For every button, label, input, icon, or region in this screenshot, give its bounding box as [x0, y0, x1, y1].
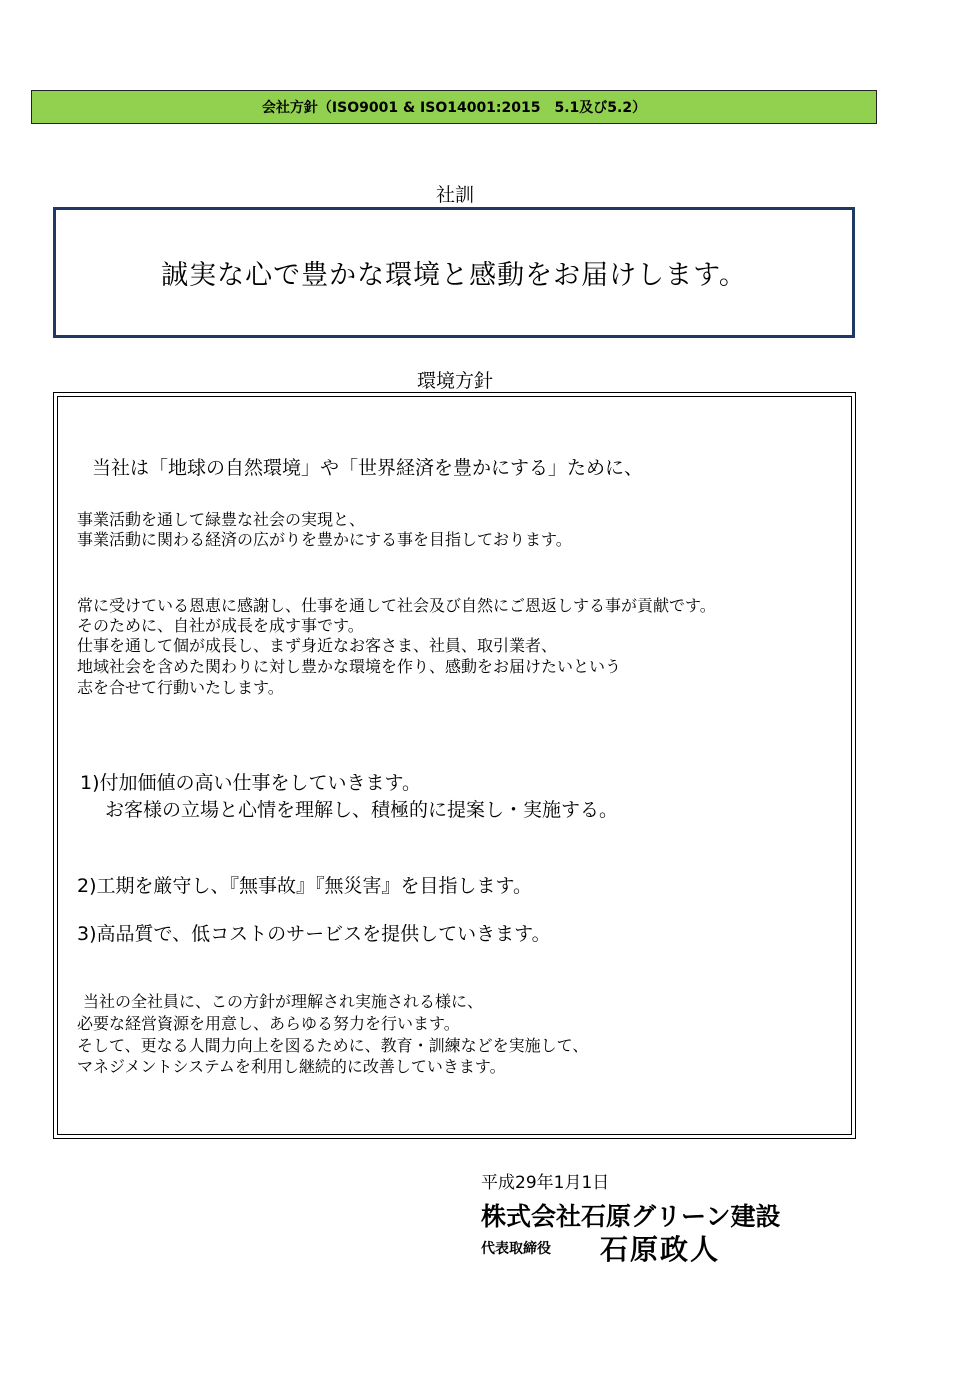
policy-goal-3: 3)高品質で、低コストのサービスを提供していきます。 — [77, 923, 551, 945]
policy-goal-1: 1)付加価値の高い仕事をしていきます。 — [80, 772, 421, 794]
representative-name: 石原政人 — [600, 1233, 721, 1266]
policy-goal-2: 2)工期を厳守し、『無事故』『無災害』を目指します。 — [77, 875, 532, 897]
motto-label: 社訓 — [435, 184, 474, 206]
motto-box — [53, 207, 855, 338]
policy-closing-line: マネジメントシステムを利用し継続的に改善していきます。 — [77, 1057, 506, 1076]
policy-commitment-line: 仕事を通して個が成長し、まず身近なお客さま、社員、取引業者、 — [77, 636, 558, 655]
policy-commitment-line: 常に受けている恩恵に感謝し、仕事を通して社会及び自然にご恩返しする事が貢献です。 — [77, 596, 716, 615]
document-header-title: 会社方針（ISO9001 & ISO14001:2015 5.1及び5.2） — [261, 100, 647, 116]
policy-closing-line: そして、更なる人間力向上を図るために、教育・訓練などを実施して、 — [77, 1036, 589, 1055]
policy-closing-line: 必要な経営資源を用意し、あらゆる努力を行います。 — [77, 1014, 460, 1033]
policy-commitment-line: そのために、自社が成長を成す事です。 — [77, 616, 364, 635]
document-header-bar — [31, 90, 877, 124]
motto-text: 誠実な心で豊かな環境と感動をお届けします。 — [161, 260, 747, 291]
policy-intro: 当社は「地球の自然環境」や「世界経済を豊かにする」ために、 — [92, 457, 644, 479]
policy-purpose-line: 事業活動に関わる経済の広がりを豊かにする事を目指しております。 — [77, 530, 572, 549]
policy-label: 環境方針 — [416, 370, 493, 392]
policy-commitment-line: 志を合せて行動いたします。 — [77, 678, 284, 697]
policy-purpose-line: 事業活動を通して緑豊な社会の実現と、 — [77, 510, 366, 529]
policy-goal-1-detail: お客様の立場と心情を理解し、積極的に提案し・実施する。 — [105, 799, 619, 821]
policy-box — [53, 392, 856, 1139]
representative-title: 代表取締役 — [481, 1241, 551, 1257]
company-name: 株式会社石原グリーン建設 — [481, 1202, 781, 1231]
policy-commitment-line: 地域社会を含めた関わりに対し豊かな環境を作り、感動をお届けたいという — [77, 657, 622, 676]
policy-closing-line: 当社の全社員に、この方針が理解され実施される様に、 — [83, 992, 484, 1011]
issue-date: 平成29年1月1日 — [481, 1173, 610, 1193]
